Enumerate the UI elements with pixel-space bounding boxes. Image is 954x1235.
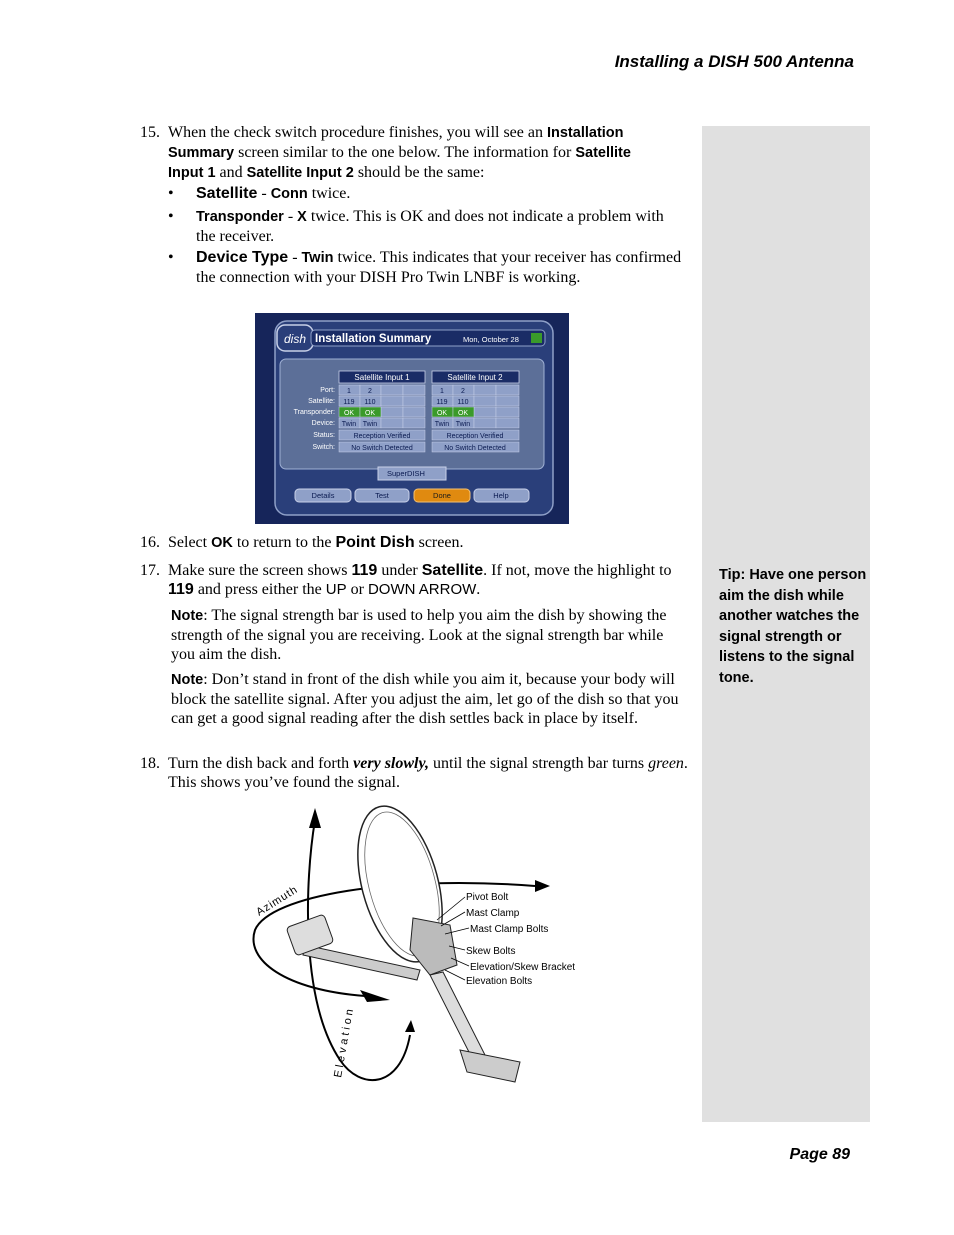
note-label: Note: [171, 672, 204, 688]
screen-title: Installation Summary: [315, 333, 432, 345]
bold-term: Point Dish: [335, 534, 415, 551]
text: Select: [168, 534, 212, 551]
cell: Twin: [455, 421, 471, 428]
row-label: Switch:: [312, 444, 335, 451]
row-label: Port:: [320, 387, 335, 394]
arrow-icon: [360, 990, 390, 1002]
text: Make sure the screen shows: [168, 562, 352, 579]
text: . This shows you’ve found the signal.: [168, 755, 688, 791]
text: should be the same:: [353, 164, 485, 181]
bold-term: Conn: [270, 186, 308, 202]
bullet-device-type: [168, 248, 688, 287]
cell: OK: [343, 410, 355, 417]
part-label: Mast Clamp Bolts: [470, 924, 549, 935]
bold-term: 119: [351, 562, 378, 579]
step-number: 17.: [140, 562, 160, 579]
text: When the check switch procedure finishes, you will see an: [168, 124, 547, 141]
arrow-icon: [309, 808, 321, 828]
cell: OK: [364, 410, 376, 417]
cell: 119: [436, 399, 448, 406]
satellite-input-1-panel: [339, 371, 425, 452]
bold-term: Satellite Input 2: [246, 165, 354, 181]
cell: 1: [440, 388, 444, 395]
text: and: [215, 164, 247, 181]
text: twice. This indicates that your receiver has confirmed the connection with your DISH Pro Twin LNBF is working.: [196, 249, 682, 286]
tip-text: Tip: Have one person aim the dish while another watches the signal strength or listens to the signal tone.: [719, 567, 867, 686]
bullet-mark: •: [168, 249, 174, 266]
cell: 110: [364, 399, 376, 406]
running-header: Installing a DISH 500 Antenna: [614, 52, 854, 71]
note-dont-stand: [171, 670, 689, 728]
bold-term: Installation Summary: [168, 125, 624, 161]
part-label: Elevation/Skew Bracket: [470, 962, 576, 973]
part-label: Skew Bolts: [466, 946, 516, 957]
text: . If not, move the highlight to: [483, 562, 672, 579]
tv-icon: [531, 333, 542, 343]
button-label: Done: [433, 491, 451, 500]
cell: 119: [343, 399, 355, 406]
arrow-icon: [405, 1020, 415, 1032]
dish-diagram: [245, 800, 595, 1090]
elevation-label: Elevation: [332, 1005, 357, 1079]
logo-text: dish: [283, 332, 307, 346]
row-label: Device:: [311, 420, 335, 427]
step-18: [140, 754, 690, 792]
text: : Don’t stand in front of the dish while you aim it, because your body will block the satellite signal. After you adjust the aim, let go of the dish so that you can get a good signal reading after the dish settles back in place by itself.: [171, 671, 679, 727]
bold-term: Transponder: [196, 209, 284, 225]
text: screen.: [414, 534, 464, 551]
step-17: [140, 561, 690, 599]
bold-term: X: [297, 209, 307, 225]
button-label: Details: [311, 491, 335, 500]
button-label: Help: [493, 491, 509, 500]
step-16: [140, 533, 690, 553]
azimuth-label: Azimuth: [254, 883, 301, 919]
part-label: Mast Clamp: [466, 908, 520, 919]
input-title: Satellite Input 2: [447, 373, 503, 382]
text: .: [476, 581, 481, 598]
text: twice. This is OK and does not indicate a problem with the receiver.: [196, 208, 664, 245]
cell: 2: [368, 388, 372, 395]
text: or: [346, 581, 368, 598]
italic-term: green: [648, 755, 684, 772]
cell: 110: [457, 399, 469, 406]
bold-term: Satellite: [421, 562, 484, 579]
bold-term: 119: [168, 581, 194, 598]
bold-italic-term: very slowly,: [353, 755, 429, 772]
step-number: 15.: [140, 124, 160, 141]
step-15: [140, 123, 690, 183]
cell: 1: [347, 388, 351, 395]
bullet-satellite: [168, 184, 688, 204]
text: -: [288, 249, 302, 266]
key-name: UP: [325, 581, 347, 598]
cell: Twin: [341, 421, 357, 428]
text: : The signal strength bar is used to help you aim the dish by showing the strength of the signal you are receiving. Look at the signal strength bar while you aim the dish.: [171, 607, 667, 663]
step-number: 18.: [140, 755, 160, 772]
cell: Twin: [434, 421, 450, 428]
text: -: [283, 208, 298, 225]
bold-term: Satellite: [196, 185, 258, 202]
satellite-input-2-panel: [432, 371, 519, 452]
text: Turn the dish back and forth: [168, 755, 354, 772]
text: -: [257, 185, 271, 202]
cell: No Switch Detected: [351, 445, 413, 452]
part-label: Elevation Bolts: [466, 976, 533, 987]
bullet-transponder: [168, 207, 688, 246]
cell: Reception Verified: [353, 433, 411, 440]
row-label: Status:: [313, 432, 335, 439]
part-label: Pivot Bolt: [466, 892, 509, 903]
text: twice.: [307, 185, 351, 202]
text: screen similar to the one below. The information for: [234, 144, 576, 161]
cell: Twin: [362, 421, 378, 428]
mounting-foot-icon: [460, 1050, 520, 1082]
bullet-mark: •: [168, 185, 174, 202]
note-signal-strength: [171, 606, 689, 664]
cell: No Switch Detected: [444, 445, 506, 452]
bold-term: OK: [211, 535, 233, 551]
bold-term: Twin: [301, 250, 334, 266]
cell: OK: [436, 410, 448, 417]
cell: 2: [461, 388, 465, 395]
row-label: Satellite:: [308, 398, 335, 405]
cell: OK: [457, 410, 469, 417]
arrow-icon: [535, 880, 550, 892]
bold-term: Device Type: [196, 249, 289, 266]
screen-date: Mon, October 28: [463, 335, 519, 344]
page-number: Page 89: [789, 1146, 850, 1163]
cell: Reception Verified: [446, 433, 504, 440]
row-label: Transponder:: [293, 409, 335, 416]
note-label: Note: [171, 608, 204, 624]
bold-term: Satellite Input 1: [168, 145, 631, 181]
key-name: DOWN ARROW: [367, 581, 477, 598]
bullet-mark: •: [168, 208, 174, 225]
text: under: [377, 562, 422, 579]
installation-summary-screenshot: [255, 313, 569, 524]
step-number: 16.: [140, 534, 160, 551]
dropdown-value: SuperDISH: [387, 469, 425, 478]
button-label: Test: [375, 491, 389, 500]
input-title: Satellite Input 1: [354, 373, 410, 382]
text: and press either the: [193, 581, 326, 598]
text: to return to the: [232, 534, 336, 551]
text: until the signal strength bar turns: [429, 755, 649, 772]
